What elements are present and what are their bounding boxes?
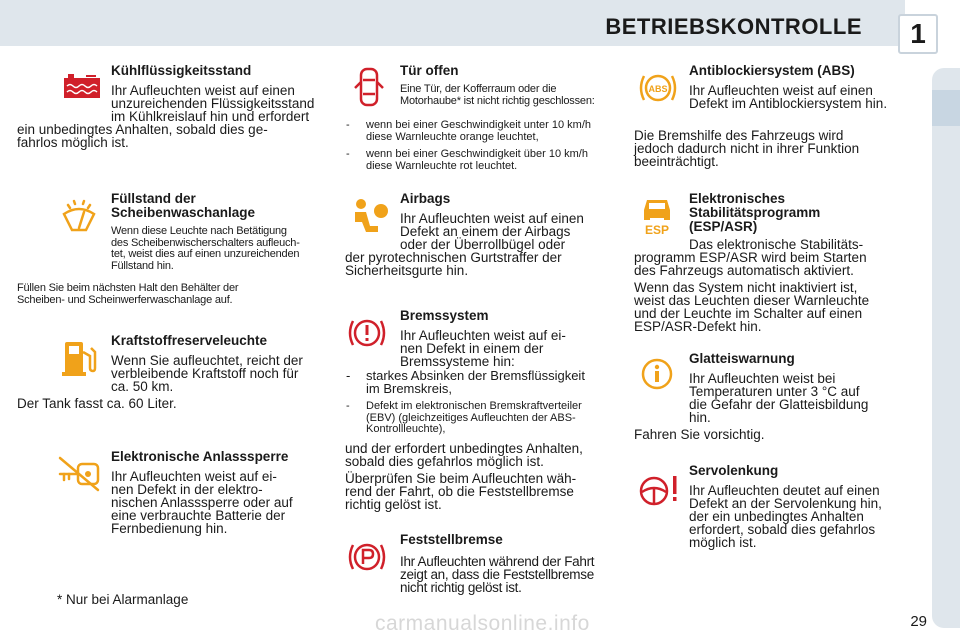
text-line: nicht richtig gelöst ist. <box>400 580 522 595</box>
coolant-description <box>111 84 324 123</box>
text-line: und der Leuchte im Schalter auf einen <box>634 306 863 321</box>
text-line: wenn bei einer Geschwindigkeit unter 10 km/h <box>366 119 592 131</box>
text-line: beeinträchtigt. <box>634 154 719 169</box>
text-line: Fernbedienung hin. <box>111 521 228 536</box>
washer-description-cont <box>17 283 324 306</box>
watermark: carmanualsonline.info <box>375 612 590 635</box>
brake-system-icon <box>347 313 387 353</box>
text-line: des Scheibenwischerschalters aufleuch- <box>111 236 300 249</box>
text-line: tet, weist dies auf einen unzureichenden <box>111 248 300 260</box>
text-line: Füllen Sie beim nächsten Halt den Behälter der <box>17 282 239 294</box>
steering-description <box>689 484 904 549</box>
text-line: richtig gelöst ist. <box>345 497 442 512</box>
abs-title: Antiblockiersystem (ABS) <box>689 63 855 78</box>
text-line: Temperaturen unter 3 °C auf <box>689 384 860 399</box>
side-strip <box>932 68 960 628</box>
list-item: - starkes Absinken der Bremsflüssigkeit im Bremskreis, <box>346 368 585 396</box>
text-line: zeigt an, dass die Feststellbremse <box>400 567 594 582</box>
fuel-title: Kraftstoffreserveleuchte <box>111 333 268 348</box>
brakes-title: Bremssystem <box>400 308 489 323</box>
text-line: (EBV) (gleichzeitiges Aufleuchten der ABS- <box>366 411 576 424</box>
title-line: Elektronisches <box>689 191 786 206</box>
washer-title <box>111 192 255 220</box>
text-line: rend der Fahrt, ob die Feststellbremse <box>345 484 574 499</box>
text-line: möglich ist. <box>689 535 757 550</box>
text-line: im Kühlkreislauf hin und erfordert <box>111 109 310 124</box>
text-line: im Bremskreis, <box>366 381 452 396</box>
text-line: Motorhaube* ist nicht richtig geschlossen: <box>400 94 595 107</box>
text-line: hin. <box>689 410 711 425</box>
esp-icon <box>640 196 674 236</box>
ice-description <box>689 372 904 424</box>
power-steering-icon <box>636 470 680 510</box>
text-line: weist das Leuchten dieser Warnleuchte <box>634 293 870 308</box>
text-line: erfordert, sobald dies gefahrlos <box>689 522 876 537</box>
door-title: Tür offen <box>400 63 459 78</box>
side-strip-marker <box>932 90 960 126</box>
esp-icon-label: ESP <box>644 223 670 236</box>
text-line: jedoch dadurch nicht in ihrer Funktion <box>634 141 860 156</box>
esp-description: Das elektronische Stabilitäts- <box>689 237 864 252</box>
text-line: Ihr Aufleuchten deutet auf einen <box>689 483 880 498</box>
airbags-description <box>400 212 615 251</box>
parking-description <box>400 555 615 594</box>
coolant-level-icon <box>60 72 104 102</box>
list-item: - Defekt im elektronischen Bremskraftverteiler (EBV) (gleichzeitiges Aufleuchten der ABS- Kontrollleuchte), <box>346 400 582 435</box>
list-item: - wenn bei einer Geschwindigkeit über 10 km/h diese Warnleuchte rot leuchtet. <box>346 148 588 172</box>
abs-icon-label: ABS <box>648 84 668 94</box>
text-line: des Fahrzeugs automatisch aktiviert. <box>634 263 854 278</box>
ice-advice: Fahren Sie vorsichtig. <box>634 427 765 442</box>
text-line: eine verbrauchte Batterie der <box>111 508 286 523</box>
text-line: Ihr Aufleuchten weist bei <box>689 371 836 386</box>
page-number: 29 <box>910 613 927 630</box>
esp-title <box>689 192 820 234</box>
text-line: Defekt an der Servolenkung hin, <box>689 496 882 511</box>
text-line: ein unbedingtes Anhalten, sobald dies ge- <box>17 122 268 137</box>
text-line: fahrlos möglich ist. <box>17 135 129 150</box>
abs-icon <box>638 68 678 108</box>
ice-title: Glatteiswarnung <box>689 351 795 366</box>
title-line: (ESP/ASR) <box>689 219 758 234</box>
text-line: Ihr Aufleuchten während der Fahrt <box>400 554 595 569</box>
fuel-description <box>111 354 324 393</box>
ice-warning-icon <box>640 357 674 391</box>
text-line: Ihr Aufleuchten weist auf einen <box>689 83 873 98</box>
text-line: unzureichenden Flüssigkeitsstand <box>111 96 315 111</box>
text-line: ca. 50 km. <box>111 379 174 394</box>
text-line: der pyrotechnischen Gurtstraffer der <box>345 250 562 265</box>
text-line: Defekt im Antiblockiersystem hin. <box>689 96 888 111</box>
washer-description <box>111 226 324 272</box>
text-line: Wenn diese Leuchte nach Betätigung <box>111 225 287 237</box>
text-line: wenn bei einer Geschwindigkeit über 10 km/h <box>366 148 588 160</box>
parking-brake-icon <box>347 537 387 577</box>
door-open-icon <box>354 66 384 108</box>
text-line: sobald dies gefahrlos möglich ist. <box>345 454 544 469</box>
text-line: und der erfordert unbedingtes Anhalten, <box>345 441 583 456</box>
text-line: der ein unbedingtes Anhalten <box>689 509 864 524</box>
text-line: Sicherheitsgurte hin. <box>345 263 469 278</box>
text-line: verbleibende Kraftstoff noch für <box>111 366 299 381</box>
brakes-description-cont <box>345 442 615 511</box>
abs-description <box>689 84 904 110</box>
text-line: programm ESP/ASR wird beim Starten <box>634 250 867 265</box>
text-line: Kontrollleuchte), <box>366 423 446 435</box>
steering-title: Servolenkung <box>689 463 779 478</box>
text-line: Füllstand hin. <box>111 259 174 272</box>
text-line: Scheiben- und Scheinwerferwaschanlage auf. <box>17 293 233 306</box>
brakes-list <box>346 369 616 442</box>
text-line: Wenn Sie aufleuchtet, reicht der <box>111 353 303 368</box>
text-line: ESP/ASR-Defekt hin. <box>634 319 762 334</box>
title-line: Stabilitätsprogramm <box>689 205 821 220</box>
immobiliser-key-icon <box>56 454 102 494</box>
door-description <box>400 84 615 107</box>
parking-title: Feststellbremse <box>400 532 503 547</box>
page-title: BETRIEBSKONTROLLE <box>605 14 862 39</box>
text-line: starkes Absinken der Bremsflüssigkeit <box>366 368 585 383</box>
immobiliser-title: Elektronische Anlasssperre <box>111 449 289 464</box>
esp-description-cont <box>634 251 904 333</box>
airbags-description-cont <box>345 251 615 277</box>
coolant-description-cont <box>17 123 324 149</box>
text-line: Ihr Aufleuchten weist auf einen <box>400 211 584 226</box>
door-list <box>346 120 616 178</box>
text-line: Überprüfen Sie beim Aufleuchten wäh- <box>345 471 577 486</box>
text-line: nen Defekt in einem der <box>400 341 544 356</box>
text-line: die Gefahr der Glatteisbildung <box>689 397 869 412</box>
footnote: * Nur bei Alarmanlage <box>57 592 189 607</box>
text-line: oder der Überrollbügel oder <box>400 237 566 252</box>
text-line: Ihr Aufleuchten weist auf einen <box>111 83 295 98</box>
brakes-description <box>400 329 615 368</box>
text-line: Wenn das System nicht inaktiviert ist, <box>634 280 858 295</box>
fuel-capacity: Der Tank fasst ca. 60 Liter. <box>17 396 177 411</box>
text-line: diese Warnleuchte rot leuchtet. <box>366 159 518 172</box>
text-line: Bremssysteme hin: <box>400 354 515 369</box>
title-line: Füllstand der <box>111 191 196 206</box>
immobiliser-description <box>111 470 324 535</box>
airbags-title: Airbags <box>400 191 451 206</box>
washer-fluid-icon <box>60 196 98 234</box>
text-line: Ihr Aufleuchten weist auf ei- <box>400 328 566 343</box>
text-line: diese Warnleuchte orange leuchtet, <box>366 130 539 143</box>
text-line: Ihr Aufleuchten weist auf ei- <box>111 469 277 484</box>
abs-description-cont <box>634 129 904 168</box>
text-line: nen Defekt in der elektro- <box>111 482 263 497</box>
text-line: nischen Anlasssperre oder auf <box>111 495 293 510</box>
text-line: Defekt im elektronischen Bremskraftverteiler <box>366 400 582 412</box>
airbag-icon <box>350 196 390 236</box>
title-line: Scheibenwaschanlage <box>111 205 256 220</box>
text-line: Eine Tür, der Kofferraum oder die <box>400 83 557 95</box>
text-line: Defekt an einem der Airbags <box>400 224 571 239</box>
text-line: Die Bremshilfe des Fahrzeugs wird <box>634 128 844 143</box>
list-item: - wenn bei einer Geschwindigkeit unter 10 km/h diese Warnleuchte orange leuchtet, <box>346 119 592 143</box>
coolant-title: Kühlflüssigkeitsstand <box>111 63 252 78</box>
fuel-reserve-icon <box>62 338 98 378</box>
chapter-tab: 1 <box>898 14 938 54</box>
